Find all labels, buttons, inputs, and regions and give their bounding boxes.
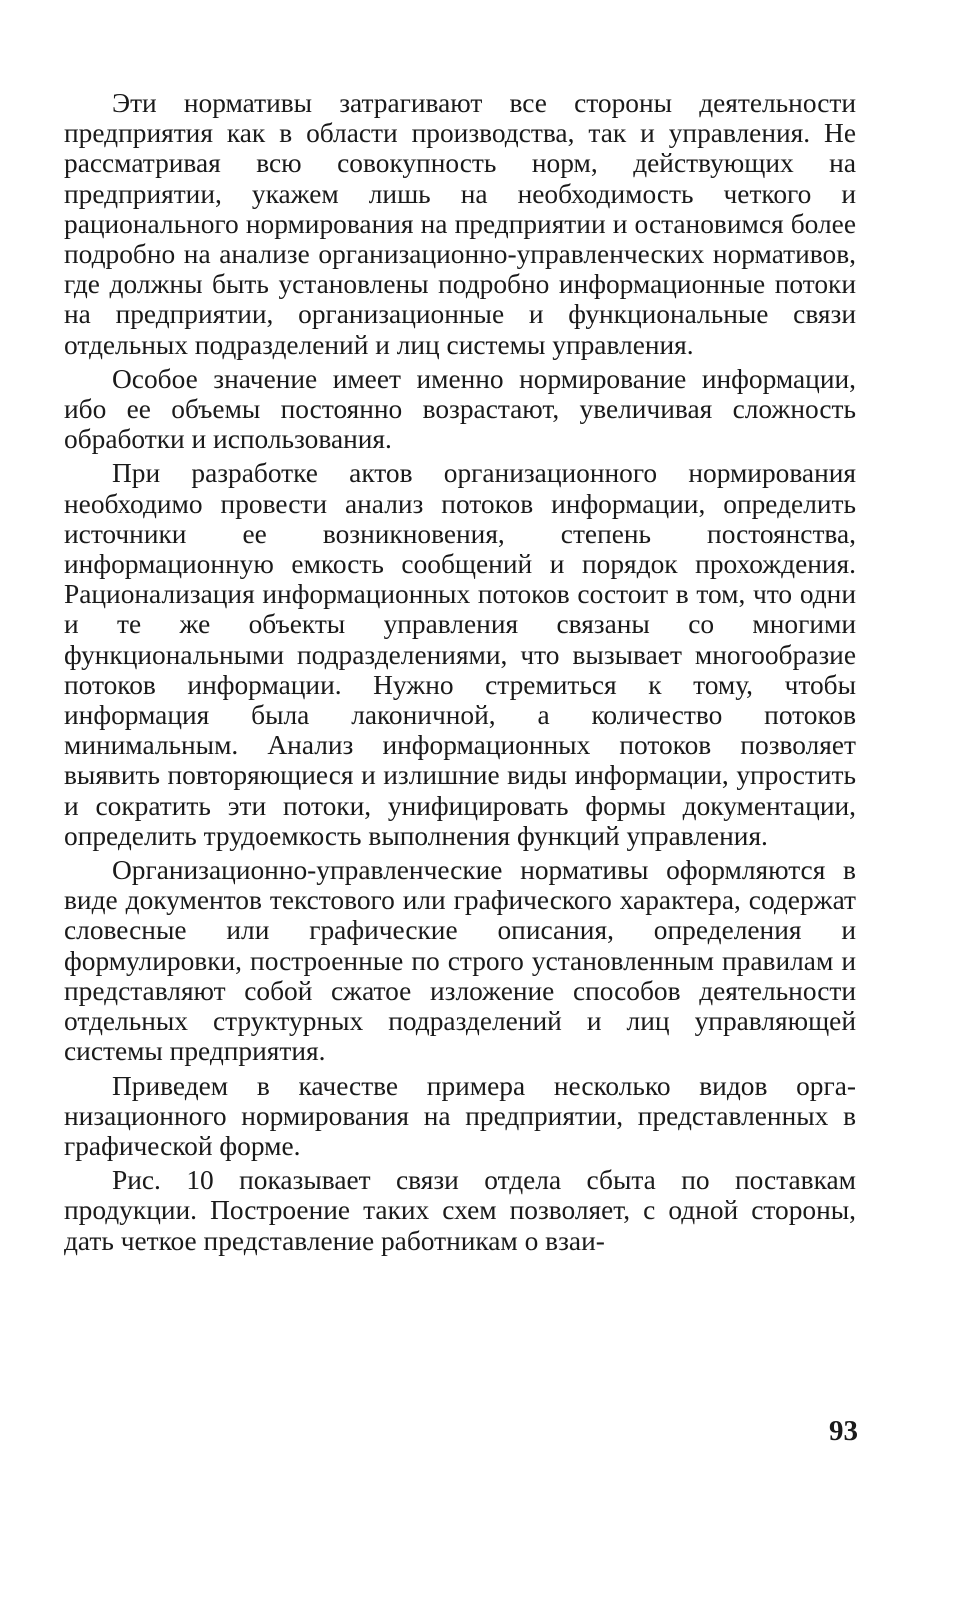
paragraph-6: Рис. 10 показывает связи отдела сбыта по поставкам продукции. Построение таких схем позволяет, с одной стороны, дать четкое представление работникам о взаи- — [64, 1165, 856, 1256]
paragraph-5: Приведем в качестве примера несколько видов организационного нормирования на предприятии, представленных в графической форме. — [64, 1070, 856, 1161]
body-text — [64, 88, 856, 1260]
paragraph-1: Эти нормативы затрагивают все стороны деятельности предприятия как в области производства, так и управления. Не рассматривая всю совокупность норм, действующих на предприятии, укажем лишь на необходимость четкого и рационального нормирования на предприятии и остановимся более подробно на анализе организационно-управленческих нормативов, где должны быть установлены подробно информационные потоки на предприятии, организационные и функциональные связи отдельных подразделений и лиц системы управления. — [64, 88, 856, 360]
page-number: 93 — [829, 1415, 858, 1447]
paragraph-4: Организационно-управленческие нормативы оформляются в виде документов текстового или графического характера, содержат словесные или графические описания, определения и формулировки, построенные по строго установленным правилам и представляют собой сжатое изложение способов деятельности отдельных структурных подразделений и лиц управляющей системы предприятия. — [64, 855, 856, 1067]
paragraph-2: Особое значение имеет именно нормирование информации, ибо ее объемы постоянно возрастают, увеличивая сложность обработки и использования. — [64, 363, 856, 455]
paragraph-3: При разработке актов организационного нормирования необходимо провести анализ потоков информации, определить источники ее возникновения, степень постоянства, информационную емкость сообщений и порядок прохождения. Рационализация информационных потоков состоит в том, что одни и те же объекты управления связаны со многими функциональными подразделениями, что вызывает многообразие потоков информации. Нужно стремиться к тому, чтобы информация была лаконичной, а количество потоков минимальным. Анализ информационных потоков позволяет выявить повторяющиеся и излишние виды информации, упростить и сократить эти потоки, унифицировать формы документации, определить трудоемкость выполнения функций управления. — [64, 458, 856, 851]
